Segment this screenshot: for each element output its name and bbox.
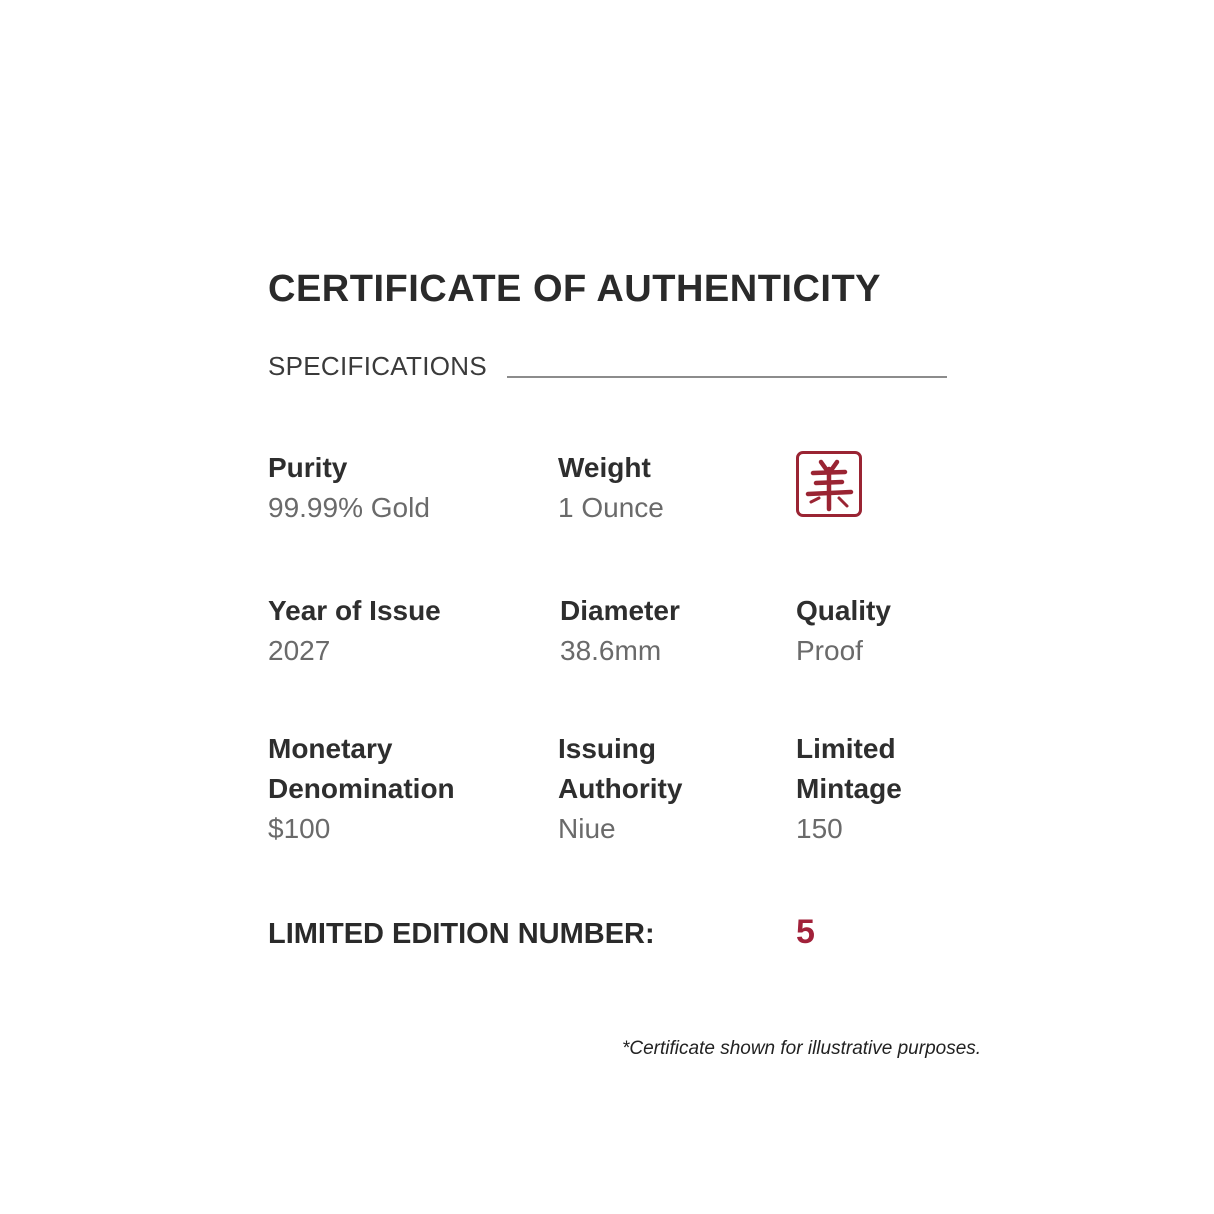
limited-edition-label: LIMITED EDITION NUMBER: <box>268 918 655 950</box>
spec-year-of-issue <box>268 591 441 671</box>
heading-divider <box>507 376 947 378</box>
spec-value: Proof <box>796 635 863 666</box>
certificate-title: CERTIFICATE OF AUTHENTICITY <box>268 268 882 310</box>
spec-label: Year of Issue <box>268 595 441 626</box>
disclaimer-note: *Certificate shown for illustrative purposes. <box>622 1038 982 1059</box>
spec-value: Niue <box>558 813 616 844</box>
spec-monetary-denomination <box>268 729 455 849</box>
spec-label-line2: Denomination <box>268 773 455 804</box>
spec-value: $100 <box>268 813 331 844</box>
spec-weight <box>558 448 664 528</box>
spec-issuing-authority <box>558 729 682 849</box>
specifications-heading: SPECIFICATIONS <box>268 351 487 381</box>
spec-label-line1: Monetary <box>268 733 393 764</box>
spec-label-line1: Limited <box>796 733 896 764</box>
spec-label: Quality <box>796 595 891 626</box>
spec-purity <box>268 448 430 528</box>
spec-label-line2: Authority <box>558 773 683 804</box>
spec-label: Diameter <box>560 595 680 626</box>
spec-limited-mintage <box>796 729 902 849</box>
spec-label: Weight <box>558 452 651 483</box>
limited-edition-number: 5 <box>796 913 815 951</box>
spec-value: 2027 <box>268 635 331 666</box>
spec-value: 99.99% Gold <box>268 492 430 523</box>
spec-value: 1 Ounce <box>558 492 664 523</box>
spec-label-line1: Issuing <box>558 733 657 764</box>
chinese-seal-icon <box>796 451 862 517</box>
spec-label-line2: Mintage <box>796 773 902 804</box>
spec-label: Purity <box>268 452 348 483</box>
spec-value: 150 <box>796 813 843 844</box>
spec-diameter <box>560 591 680 671</box>
spec-quality <box>796 591 891 671</box>
spec-value: 38.6mm <box>560 635 662 666</box>
